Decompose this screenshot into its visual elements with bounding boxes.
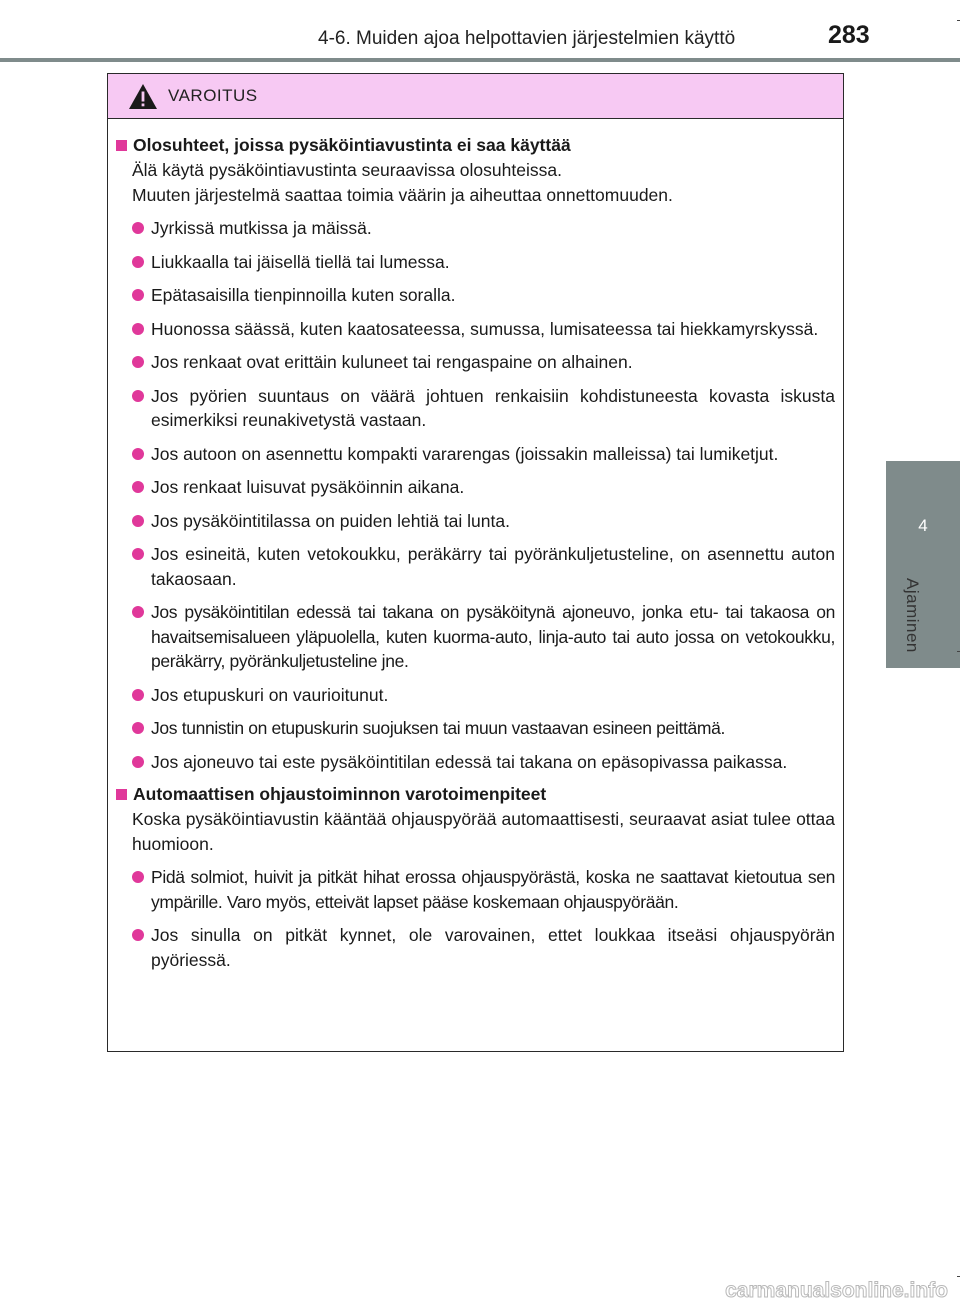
paragraph: Koska pysäköintiavustin kääntää ohjauspyörää automaattisesti, seuraavat asiat tulee ottaa huomioon. xyxy=(132,809,835,854)
list-item: Jos tunnistin on etupuskurin suojuksen tai muun vastaavan esineen peittämä. xyxy=(116,716,835,741)
bullet-dot-icon xyxy=(132,515,144,527)
paragraph: Älä käytä pysäköintiavustinta seuraavissa olosuhteissa. xyxy=(132,160,562,180)
page-header-title: 4-6. Muiden ajoa helpottavien järjestelmien käyttö xyxy=(318,28,736,49)
list-item: Jos renkaat luisuvat pysäköinnin aikana. xyxy=(116,475,835,500)
warning-body xyxy=(108,119,843,972)
list-item: Jyrkissä mutkissa ja mäissä. xyxy=(116,216,835,241)
svg-text:carmanualsonline.info: carmanualsonline.info xyxy=(725,1279,948,1302)
page-number: 283 xyxy=(828,21,870,49)
square-bullet-icon xyxy=(116,140,127,151)
list-item: Jos ajoneuvo tai este pysäköintitilan edessä tai takana on epäsopivassa paikassa. xyxy=(116,750,835,775)
bullet-dot-icon xyxy=(132,481,144,493)
section-heading: Olosuhteet, joissa pysäköintiavustinta ei saa käyttää xyxy=(116,133,835,157)
warning-box xyxy=(107,73,844,1052)
bullet-dot-icon xyxy=(132,356,144,368)
bullet-dot-icon xyxy=(132,390,144,402)
bullet-dot-icon xyxy=(132,722,144,734)
bullet-dot-icon xyxy=(132,222,144,234)
list-item: Huonossa säässä, kuten kaatosateessa, sumussa, lumisateessa tai hiekkamyrskyssä. xyxy=(116,317,835,342)
bullet-dot-icon xyxy=(132,256,144,268)
bullet-dot-icon xyxy=(132,323,144,335)
chapter-label: Ajaminen xyxy=(903,578,922,653)
list-item: Jos pyörien suuntaus on väärä johtuen renkaisiin kohdistuneesta kovasta iskusta esimerkiksi reunakivetystä vastaan. xyxy=(116,384,835,433)
section-heading: Automaattisen ohjaustoiminnon varotoimenpiteet xyxy=(116,782,835,806)
list-item: Jos pysäköintitilassa on puiden lehtiä tai lunta. xyxy=(116,509,835,534)
list-item: Jos autoon on asennettu kompakti vararengas (joissakin malleissa) tai lumiketjut. xyxy=(116,442,835,467)
header-rule xyxy=(0,58,960,62)
bullet-dot-icon xyxy=(132,689,144,701)
list-item: Jos sinulla on pitkät kynnet, ole varovainen, ettet loukkaa itseäsi ohjauspyörän pyöriessä. xyxy=(116,923,835,972)
bullet-dot-icon xyxy=(132,606,144,618)
list-item: Jos renkaat ovat erittäin kuluneet tai rengaspaine on alhainen. xyxy=(116,350,835,375)
paragraph: Muuten järjestelmä saattaa toimia väärin ja aiheuttaa onnettomuuden. xyxy=(132,184,673,205)
list-item: Jos etupuskuri on vaurioitunut. xyxy=(116,683,835,708)
bullet-dot-icon xyxy=(132,548,144,560)
bullet-dot-icon xyxy=(132,756,144,768)
list-item: Liukkaalla tai jäisellä tiellä tai lumessa. xyxy=(116,250,835,275)
bullet-dot-icon xyxy=(132,289,144,301)
chapter-number: 4 xyxy=(918,516,928,535)
bullet-dot-icon xyxy=(132,929,144,941)
list-item: Jos pysäköintitilan edessä tai takana on pysäköitynä ajoneuvo, jonka etu- tai takaosa on havaitsemisalueen yläpuolella, kuten kuorma-auto, linja-auto tai auto jossa on vetokoukku, peräkärry, pyöränkuljetusteline jne. xyxy=(116,600,835,674)
warning-title: VAROITUS xyxy=(168,86,258,105)
warning-header xyxy=(108,74,843,119)
list-item: Jos esineitä, kuten vetokoukku, peräkärry tai pyöränkuljetusteline, on asennettu auton takaosaan. xyxy=(116,542,835,591)
bullet-dot-icon xyxy=(132,448,144,460)
square-bullet-icon xyxy=(116,789,127,800)
warning-triangle-icon xyxy=(128,83,158,110)
bullet-dot-icon xyxy=(132,871,144,883)
list-item: Epätasaisilla tienpinnoilla kuten soralla. xyxy=(116,283,835,308)
list-item: Pidä solmiot, huivit ja pitkät hihat erossa ohjauspyörästä, koska ne saattavat kietoutua sen ympärille. Varo myös, etteivät lapset pääse koskemaan ohjauspyörään. xyxy=(116,865,835,914)
watermark xyxy=(590,1278,950,1302)
